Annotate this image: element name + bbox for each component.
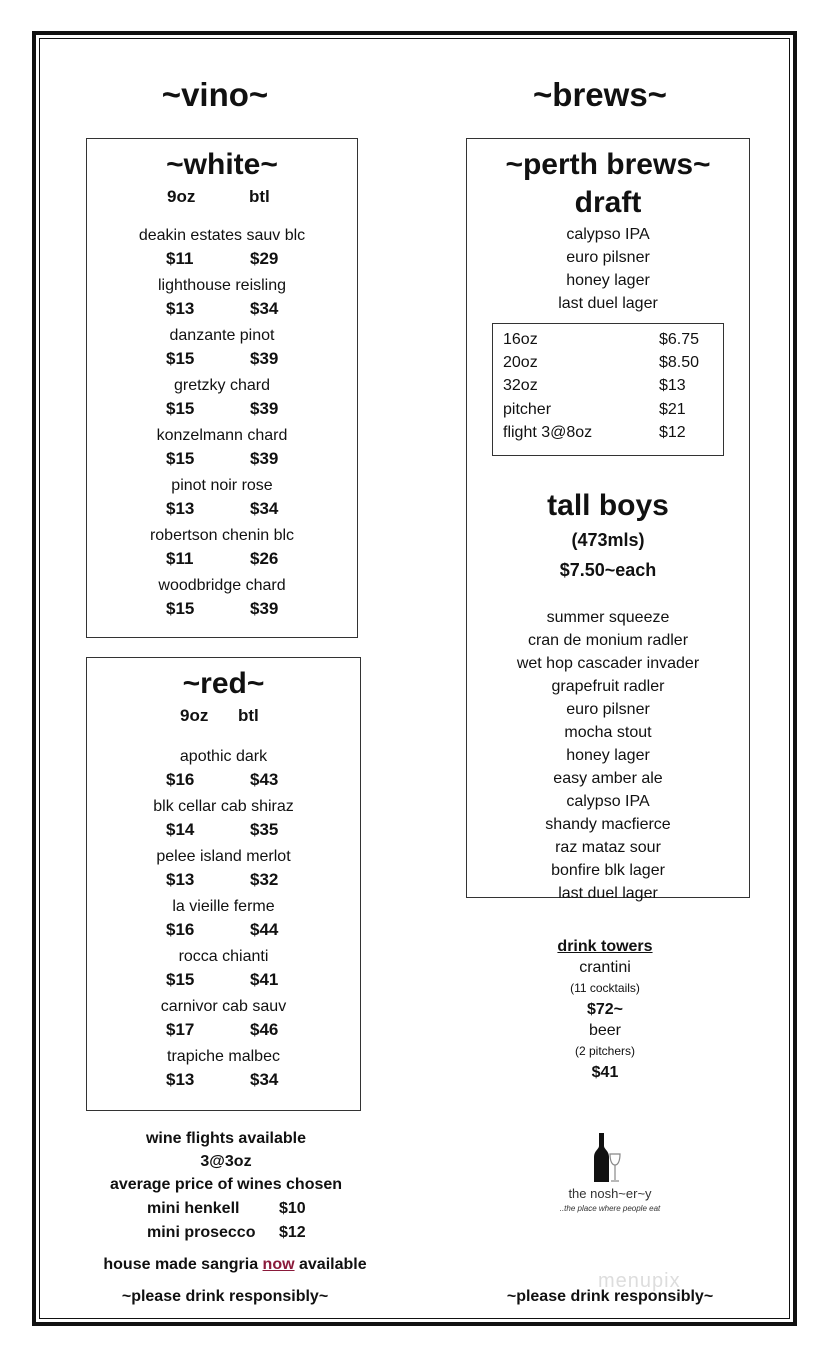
please-drink-responsibly-right: ~please drink responsibly~ — [506, 1288, 714, 1305]
glass-price: $15 — [166, 349, 195, 368]
glass-price: $15 — [166, 449, 195, 468]
col-9oz: 9oz — [180, 706, 209, 725]
glass-price: $15 — [166, 970, 195, 989]
wine-price-row — [87, 547, 357, 575]
tall-boy-item: honey lager — [566, 747, 650, 764]
wine-price-row — [87, 818, 360, 846]
tall-boy-item: last duel lager — [558, 885, 658, 902]
tall-boy-item: grapefruit radler — [551, 678, 665, 695]
bottle-price: $34 — [250, 499, 279, 518]
size-label: 32oz — [503, 377, 538, 395]
please-drink-responsibly-left: ~please drink responsibly~ — [121, 1288, 329, 1305]
bottle-price: $35 — [250, 820, 279, 839]
crantini-note: (11 cocktails) — [570, 981, 640, 995]
bottle-price: $41 — [250, 970, 279, 989]
wine-price-row — [87, 768, 360, 796]
col-btl: btl — [249, 187, 270, 206]
tall-boy-item: mocha stout — [564, 724, 652, 741]
bottle-price: $39 — [250, 349, 279, 368]
crantini-price: $72~ — [586, 1001, 624, 1018]
drink-towers — [505, 936, 705, 1083]
col-btl: btl — [238, 706, 259, 725]
tall-boy-item: bonfire blk lager — [551, 862, 665, 879]
perth-brews-title: ~perth brews~ — [505, 148, 711, 181]
sangria-now: now — [262, 1256, 295, 1273]
wine-flights-size: 3@3oz — [200, 1153, 252, 1170]
bottle-price: $39 — [250, 599, 279, 618]
wine-name: carnivor cab sauv — [160, 998, 287, 1015]
brews-title: ~brews~ — [533, 76, 667, 113]
wine-name: apothic dark — [179, 748, 268, 765]
wine-name: gretzky chard — [173, 377, 271, 394]
tall-boy-item: shandy macfierce — [545, 816, 671, 833]
wine-name: lighthouse reisling — [157, 277, 287, 294]
wine-price-row — [87, 397, 357, 425]
glass-price: $15 — [166, 399, 195, 418]
wine-name: pelee island merlot — [156, 848, 291, 865]
wine-flights-line: wine flights available — [145, 1130, 307, 1147]
size-price-row — [493, 353, 723, 376]
tall-boy-item: calypso IPA — [566, 793, 650, 810]
sangria-line — [60, 1256, 410, 1274]
wine-price-row — [87, 918, 360, 946]
draft-beer-item: calypso IPA — [566, 226, 650, 243]
size-label: pitcher — [503, 400, 552, 418]
draft-beer-item: honey lager — [566, 272, 650, 289]
wine-name: danzante pinot — [169, 327, 275, 344]
glass-price: $13 — [166, 870, 195, 889]
wine-name: robertson chenin blc — [149, 527, 295, 544]
mini-henkell-price: $10 — [279, 1200, 306, 1217]
bottle-price: $43 — [250, 770, 279, 789]
glass-price: $11 — [166, 249, 194, 268]
size-price: $8.50 — [659, 354, 700, 372]
wine-price-row — [87, 447, 357, 475]
white-column-headers — [87, 183, 357, 217]
glass-price: $13 — [166, 299, 195, 318]
bottle-price: $34 — [250, 1070, 279, 1089]
white-title: ~white~ — [166, 148, 278, 181]
wine-name: pinot noir rose — [171, 477, 273, 494]
wine-price-row — [87, 247, 357, 275]
wine-bottle-glass-icon — [590, 1132, 630, 1184]
wine-name: konzelmann chard — [156, 427, 288, 444]
tall-boy-item: wet hop cascader invader — [516, 655, 700, 672]
wine-flights-price-note: average price of wines chosen — [109, 1176, 343, 1193]
bottle-price: $39 — [250, 449, 279, 468]
mini-henkell-label: mini henkell — [147, 1200, 240, 1217]
wine-price-row — [87, 597, 357, 625]
red-title: ~red~ — [182, 667, 265, 700]
wine-name: deakin estates sauv blc — [138, 227, 306, 244]
wine-name: trapiche malbec — [167, 1048, 280, 1065]
bottle-price: $26 — [250, 549, 279, 568]
red-wine-list — [87, 746, 360, 1096]
draft-heading: draft — [574, 186, 642, 219]
logo-tagline: ..the place where people eat — [559, 1204, 661, 1213]
wine-price-row — [87, 347, 357, 375]
draft-beer-item: last duel lager — [558, 295, 658, 312]
tall-boy-item: cran de monium radler — [527, 632, 689, 649]
crantini-label: crantini — [579, 959, 631, 976]
glass-price: $16 — [166, 920, 195, 939]
mini-prosecco-price: $12 — [279, 1224, 306, 1241]
wine-price-row — [87, 968, 360, 996]
draft-beer-item: euro pilsner — [566, 249, 650, 266]
wine-name: woodbridge chard — [158, 577, 286, 594]
size-price: $12 — [659, 423, 686, 441]
sangria-text: house made sangria — [103, 1256, 259, 1273]
wine-price-row — [87, 1068, 360, 1096]
bottle-price: $44 — [250, 920, 279, 939]
size-price-row — [493, 376, 723, 399]
size-price-row — [493, 330, 723, 353]
beer-tower-label: beer — [588, 1022, 622, 1039]
beer-tower-note: (2 pitchers) — [574, 1044, 636, 1058]
size-label: flight 3@8oz — [503, 423, 593, 441]
sangria-available: available — [299, 1256, 367, 1273]
wine-price-row — [87, 297, 357, 325]
glass-price: $13 — [166, 499, 195, 518]
size-price-row — [493, 423, 723, 446]
tall-boy-item: easy amber ale — [553, 770, 663, 787]
tall-boys-volume: (473mls) — [571, 530, 645, 550]
size-label: 20oz — [503, 354, 538, 372]
red-wine-box — [86, 657, 361, 1111]
vino-title: ~vino~ — [161, 76, 269, 113]
col-9oz: 9oz — [167, 187, 196, 206]
mini-prosecco-label: mini prosecco — [147, 1224, 256, 1241]
glass-price: $15 — [166, 599, 195, 618]
tall-boy-item: raz mataz sour — [555, 839, 661, 856]
glass-price: $16 — [166, 770, 195, 789]
menupix-watermark: menupix — [598, 1270, 681, 1292]
size-price-row — [493, 400, 723, 423]
glass-price: $11 — [166, 549, 194, 568]
wine-name: blk cellar cab shiraz — [153, 798, 294, 815]
tall-boys-list — [467, 606, 749, 905]
logo-name: the nosh~er~y — [568, 1186, 652, 1201]
wine-flights-info — [86, 1127, 366, 1196]
drink-towers-title: drink towers — [557, 938, 653, 955]
red-column-headers — [87, 704, 360, 740]
wine-name: la vieille ferme — [172, 898, 275, 915]
bottle-price: $39 — [250, 399, 279, 418]
glass-price: $17 — [166, 1020, 195, 1039]
tall-boys-heading: tall boys — [547, 489, 669, 522]
perth-brews-box — [466, 138, 750, 902]
bottle-price: $34 — [250, 299, 279, 318]
wine-price-row — [87, 868, 360, 896]
wine-price-row — [87, 497, 357, 525]
bottle-price: $29 — [250, 249, 279, 268]
bottle-price: $32 — [250, 870, 279, 889]
draft-price-table — [492, 323, 724, 456]
tall-boy-item: euro pilsner — [566, 701, 650, 718]
glass-price: $14 — [166, 820, 195, 839]
size-price: $13 — [659, 377, 686, 395]
white-wine-list — [87, 225, 357, 625]
beer-tower-price: $41 — [591, 1064, 619, 1081]
tall-boy-item: summer squeeze — [546, 609, 670, 626]
mini-henkell-row — [86, 1200, 366, 1224]
bottle-price: $46 — [250, 1020, 279, 1039]
white-wine-box — [86, 138, 358, 638]
wine-name: rocca chianti — [178, 948, 269, 965]
wine-price-row — [87, 1018, 360, 1046]
size-label: 16oz — [503, 331, 538, 348]
tall-boys-price: $7.50~each — [559, 560, 657, 580]
draft-beer-list — [467, 223, 749, 315]
mini-prosecco-row — [86, 1224, 366, 1248]
glass-price: $13 — [166, 1070, 195, 1089]
size-price: $21 — [659, 400, 686, 418]
size-price: $6.75 — [659, 331, 700, 348]
